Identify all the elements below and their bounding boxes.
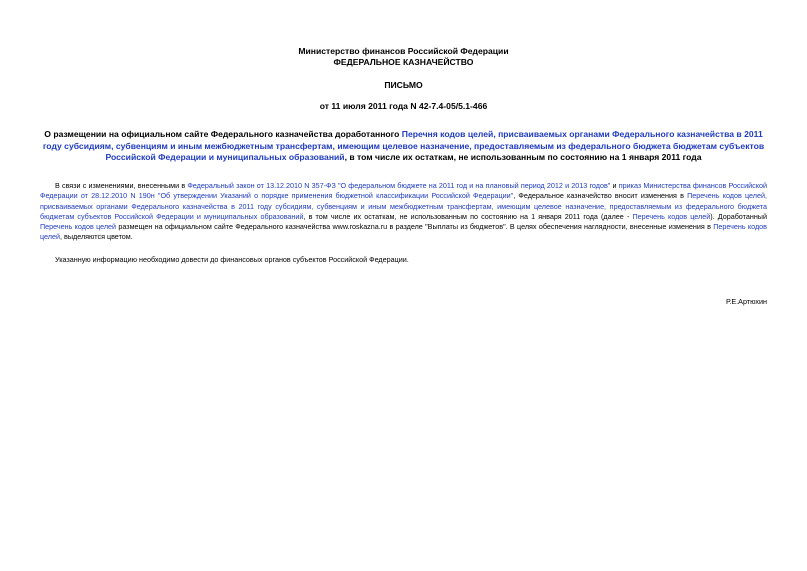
link-codes-list-full[interactable]: Перечень кодов целей, присваиваемых органами Федерального казначейства в 2011 году субсидиям, субвенциям и иным межбюджетным трансфертам, имеющим целевое назначение, предоставляемым из федерального бюджета бюджетам субъектов Российской Федерации и муниципальных образований [40, 191, 767, 221]
signature: Р.Е.Артюхин [725, 297, 767, 306]
document-date-number: от 11 июля 2011 года N 42-7.4-05/5.1-466 [319, 101, 488, 111]
p2-text: Указанную информацию необходимо довести до финансовых органов субъектов Российской Федерации. [55, 255, 409, 264]
p1-text-1: В связи с изменениями, внесенными в [55, 181, 188, 190]
subject-text-1: О размещении на официальном сайте Федерального казначейства доработанного [44, 129, 402, 139]
p1-text-3: , Федеральное казначейство вносит изменения в [513, 191, 688, 201]
document-type: ПИСЬМО [384, 80, 423, 90]
treasury-name: ФЕДЕРАЛЬНОЕ КАЗНАЧЕЙСТВО [333, 57, 474, 67]
p1-text-4: , в том числе их остаткам, не использованным по состоянию на 1 января 2011 года (далее - [303, 211, 633, 221]
ministry-name: Министерство финансов Российской Федерации [298, 46, 509, 56]
paragraph-1 [40, 181, 767, 243]
paragraph-2 [40, 255, 767, 265]
link-codes-list-short-2[interactable]: Перечень кодов целей [40, 222, 117, 232]
subject-link-codes-list[interactable]: Перечня кодов целей, присваиваемых органами Федерального казначейства в 2011 году субсидиям, субвенциям и иным межбюджетным трансфертам, имеющим целевое назначение, предоставляемым из федерального бюджета бюджетам субъектов Российской Федерации и муниципальных образований [42, 129, 765, 162]
p1-text-7: , выделяются цветом. [60, 232, 133, 242]
link-codes-list-short-1[interactable]: Перечень кодов целей [632, 211, 711, 221]
p1-text-2: и [610, 181, 619, 190]
document-subject [40, 129, 767, 164]
p1-text-5: ). Доработанный [710, 211, 767, 221]
subject-text-2: , в том числе их остаткам, не использованным по состоянию на 1 января 2011 года [344, 152, 702, 162]
p1-text-6: размещен на официальном сайте Федерального казначейства www.roskazna.ru в разделе "Выплаты из бюджетов". В целях обеспечения наглядности, внесенные изменения в [116, 222, 714, 232]
link-minfin-order[interactable]: приказ Министерства финансов Российской Федерации от 28.12.2010 N 190н "Об утверждении Указаний о порядке применения бюджетной классификации Российской Федерации" [40, 181, 767, 201]
link-federal-law[interactable]: Федеральный закон от 13.12.2010 N 357-ФЗ "О федеральном бюджете на 2011 год и на плановый период 2012 и 2013 годов" [187, 181, 611, 190]
link-codes-list-short-3[interactable]: Перечень кодов целей [40, 222, 767, 242]
